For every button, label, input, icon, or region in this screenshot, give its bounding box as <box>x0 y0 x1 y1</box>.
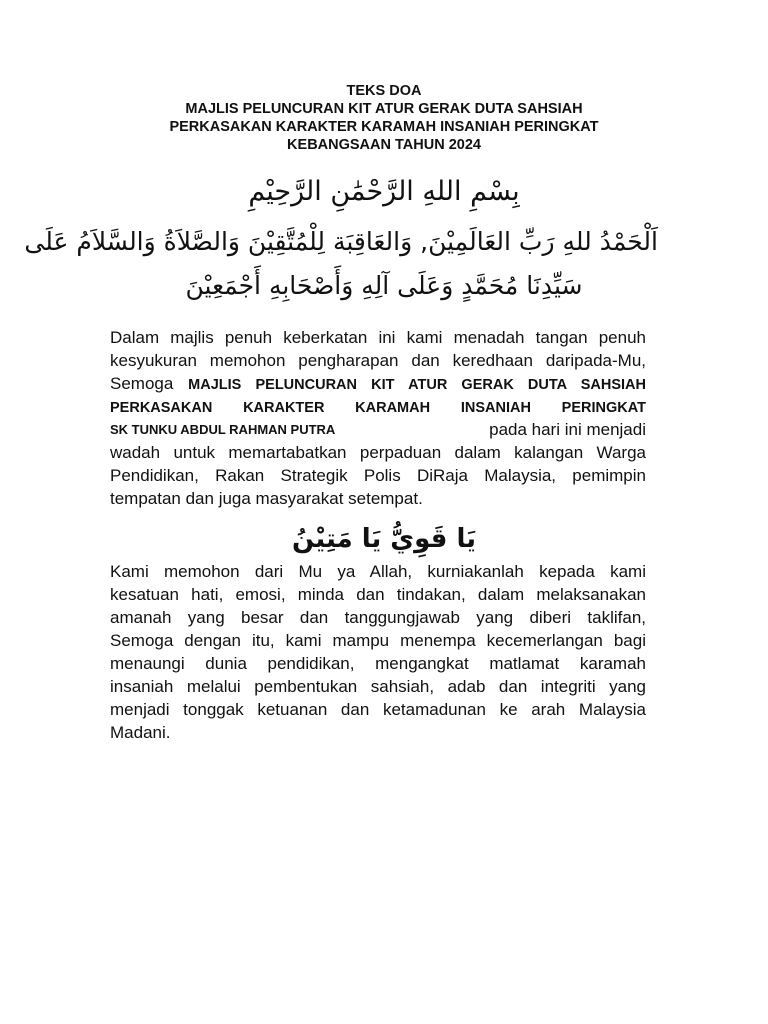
paragraph-1-line-8: tempatan dan juga masyarakat setempat. <box>110 489 423 508</box>
arabic-basmala: بِسْمِ اللهِ الرَّحْمَٰنِ الرَّحِيْمِ <box>248 176 520 207</box>
paragraph-2-line-3: amanah yang besar dan tanggungjawab yang diberi taklifan, <box>110 608 646 627</box>
paragraph-1-line-5 <box>110 418 646 441</box>
paragraph-1-line-4 <box>110 395 646 418</box>
paragraph-1-line-2: kesyukuran memohon pengharapan dan keredhaan daripada-Mu, <box>110 351 646 370</box>
paragraph-1-line-3 <box>110 372 646 395</box>
paragraph-1-line-6: wadah untuk memartabatkan perpaduan dalam kalangan Warga <box>110 443 646 462</box>
paragraph-1-line-5-rest: pada hari ini menjadi <box>489 420 646 439</box>
arabic-opening-line-2: سَيِّدِنَا مُحَمَّدٍ وَعَلَى آلِهِ وَأَصْحَابِهِ أَجْمَعِيْنَ <box>185 271 583 300</box>
semoga-word: Semoga <box>110 374 174 393</box>
event-name-part-2: PERKASAKAN KARAKTER KARAMAH INSANIAH PERINGKAT <box>110 400 646 416</box>
title-line-2: MAJLIS PELUNCURAN KIT ATUR GERAK DUTA SAHSIAH <box>185 101 583 117</box>
title-line-3: PERKASAKAN KARAKTER KARAMAH INSANIAH PERINGKAT <box>169 119 599 135</box>
paragraph-2-line-7: menjadi tonggak ketuanan dan ketamadunan ke arah Malaysia <box>110 700 646 719</box>
paragraph-2-line-6: insaniah melalui pembentukan sahsiah, adab dan integriti yang <box>110 677 646 696</box>
paragraph-2-line-2: kesatuan hati, emosi, minda dan tindakan, dalam melaksanakan <box>110 585 646 604</box>
title-line-1: TEKS DOA <box>346 83 422 99</box>
paragraph-1 <box>110 326 646 510</box>
paragraph-2-line-1: Kami memohon dari Mu ya Allah, kurniakanlah kepada kami <box>110 562 646 581</box>
event-name-part-1: MAJLIS PELUNCURAN KIT ATUR GERAK DUTA SAHSIAH <box>188 377 646 393</box>
title-line-4: KEBANGSAAN TAHUN 2024 <box>287 137 481 153</box>
paragraph-2 <box>110 560 646 744</box>
arabic-invocation: يَا قَوِيُّ يَا مَتِيْنُ <box>291 524 477 554</box>
paragraph-2-line-4: Semoga dengan itu, kami mampu menempa kecemerlangan bagi <box>110 631 646 650</box>
paragraph-1-line-7: Pendidikan, Rakan Strategik Polis DiRaja Malaysia, pemimpin <box>110 466 646 485</box>
arabic-opening-line-1: اَلْحَمْدُ للهِ رَبِّ العَالَمِيْنَ, وَالعَاقِبَة لِلْمُتَّقِيْنَ وَالصَّلاَةُ وَالسَّلاَمُ عَلَى <box>24 227 658 256</box>
school-name: SK TUNKU ABDUL RAHMAN PUTRA <box>110 422 336 437</box>
paragraph-2-line-5: menaungi dunia pendidikan, mengangkat matlamat karamah <box>110 654 646 673</box>
paragraph-1-line-1: Dalam majlis penuh keberkatan ini kami menadah tangan penuh <box>110 328 646 347</box>
paragraph-2-line-8: Madani. <box>110 723 171 742</box>
document-title <box>110 82 658 154</box>
